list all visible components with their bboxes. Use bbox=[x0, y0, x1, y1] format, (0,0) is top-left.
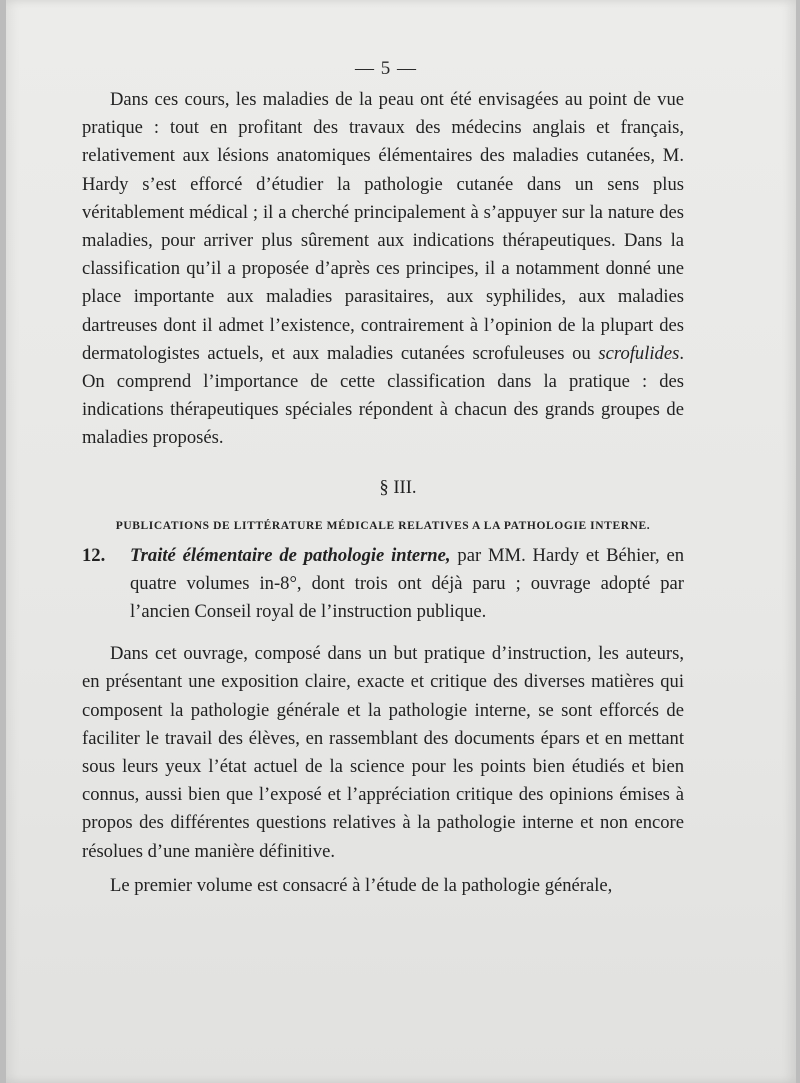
paragraph-courses-end: . On comprend l’importance de cette classification dans la pratique : des indications thérapeutiques spéciales répondent à chacun des grands groupes de maladies proposés. bbox=[82, 342, 684, 449]
page-number: — 5 — bbox=[355, 58, 417, 79]
entry-title: Traité élémentaire de pathologie interne, bbox=[130, 544, 451, 566]
entry-number: 12. bbox=[82, 544, 106, 566]
page-content bbox=[82, 86, 684, 900]
paragraph-work: Dans cet ouvrage, composé dans un but pratique d’instruction, les auteurs, en présentant une exposition claire, exacte et critique des diverses matières qui composent la pathologie générale et la pathologie interne, se sont efforcés de faciliter le travail des élèves, en rassemblant des documents épars et en mettant sous leurs yeux l’état actuel de la science pour les points bien étudiés et bien connus, aussi bien que l’exposé et l’appréciation critique des opinions émises à propos des différentes questions relatives à la pathologie interne et non encore résolues d’une manière définitive. bbox=[82, 643, 684, 862]
paragraph-courses bbox=[82, 86, 684, 453]
publication-entry bbox=[82, 542, 684, 627]
entry-text bbox=[130, 542, 684, 627]
paragraph-courses-text: Dans ces cours, les maladies de la peau ont été envisagées au point de vue pratique : tout en profitant des travaux des médecins anglais et français, relativement aux lésions anatomiques élémentaires des maladies cutanées, M. Hardy s’est efforcé d’étudier la pathologie cutanée dans un sens plus véritablement médical ; il a cherché principalement à s’appuyer sur la nature des maladies, pour arriver plus sûrement aux indications thérapeutiques. Dans la classification qu’il a proposée d’après ces principes, il a notamment donné une place importante aux maladies parasitaires, aux syphilides, aux maladies dartreuses dont il admet l’existence, contrairement à l’opinion de la plupart des dermatologistes actuels, et aux maladies cutanées scrofuleuses ou bbox=[82, 89, 684, 364]
paragraph-first-volume: Le premier volume est consacré à l’étude de la pathologie générale, bbox=[110, 874, 613, 896]
section-heading: PUBLICATIONS DE LITTÉRATURE MÉDICALE RELATIVES A LA PATHOLOGIE INTERNE. bbox=[115, 519, 651, 532]
document-page bbox=[6, 0, 796, 1083]
italic-term: scrofulides bbox=[598, 342, 680, 364]
entry-description: par MM. Hardy et Béhier, en quatre volumes in-8°, dont trois ont déjà paru ; ouvrage adopté par l’ancien Conseil royal de l’instruction publique. bbox=[130, 544, 684, 623]
section-mark: § III. bbox=[379, 476, 417, 498]
